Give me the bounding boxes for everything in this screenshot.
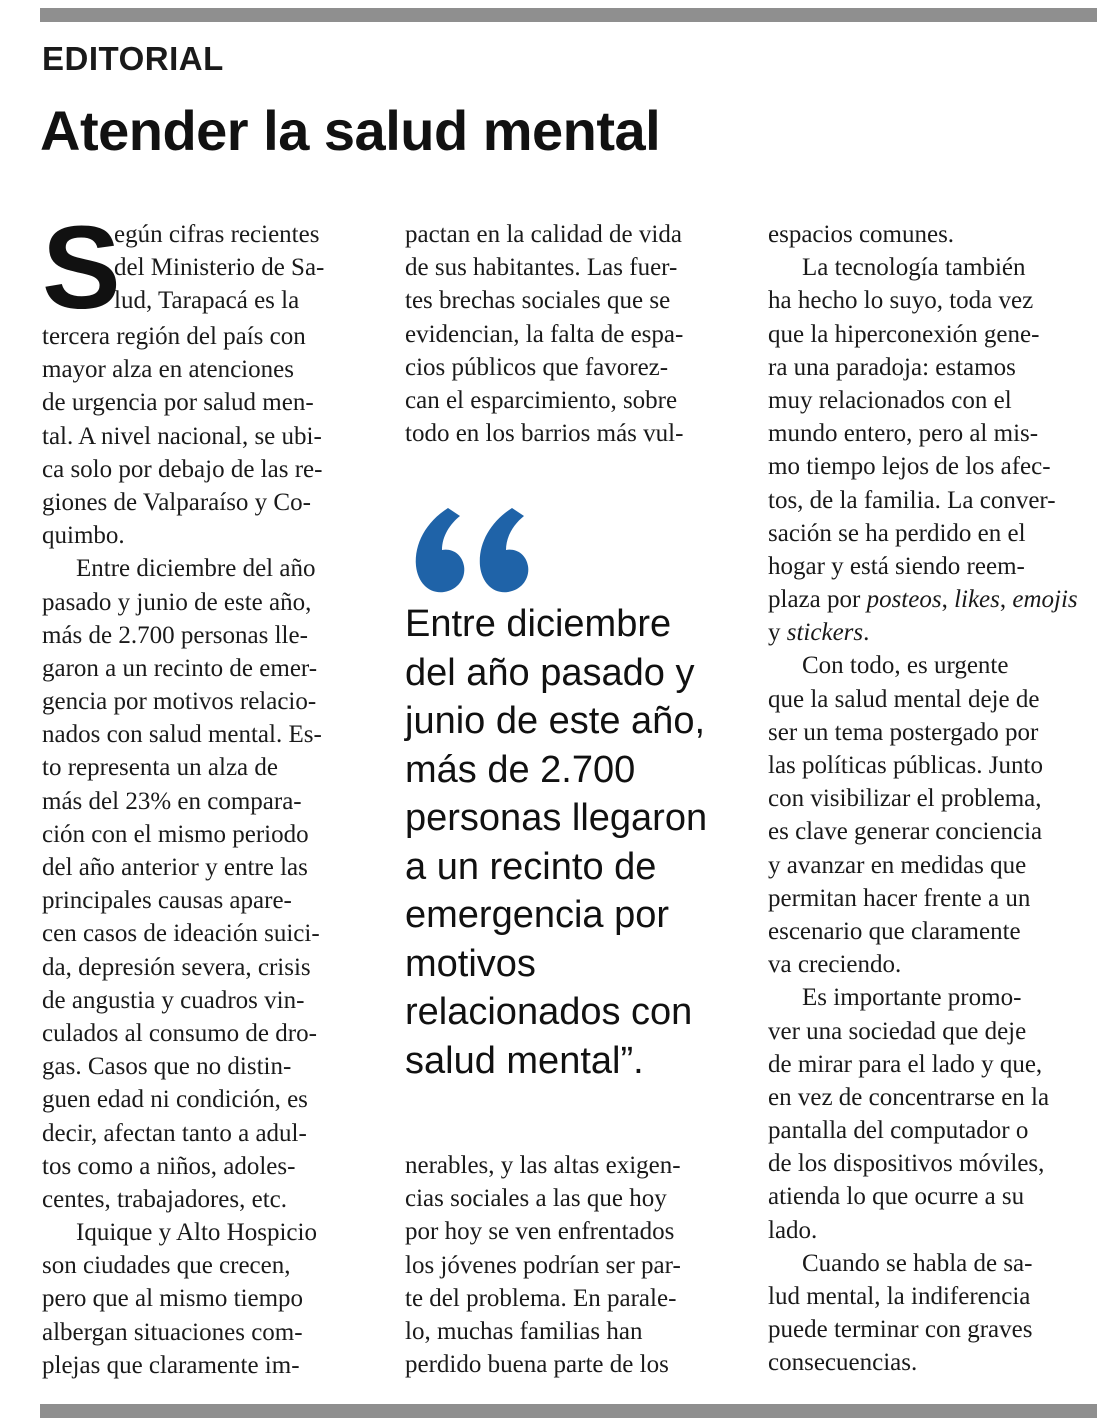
text-line: tal. A nivel nacional, se ubi- [42, 422, 322, 450]
text-line: Cuando se habla de sa- [802, 1249, 1033, 1277]
quote-mark-right [480, 508, 529, 592]
text-line: los jóvenes podrían ser par- [405, 1251, 681, 1279]
text-line: espacios comunes. [768, 221, 955, 248]
section-label: EDITORIAL [42, 40, 224, 77]
text-line: garon a un recinto de emer- [42, 654, 318, 682]
column-3 [768, 218, 1098, 1380]
text-line: nados con salud mental. Es- [42, 721, 322, 749]
text-line: de sus habitantes. Las fuer- [405, 254, 678, 282]
text-line: tos, de la familia. La conver- [768, 486, 1056, 514]
text-line: plejas que claramente im- [42, 1351, 300, 1379]
text-line: evidencian, la falta de espa- [405, 320, 684, 348]
text-line: consecuencias. [768, 1349, 918, 1377]
column-2-top [405, 218, 735, 450]
pull-quote-line: Entre diciembre [405, 603, 672, 645]
text-line: mayor alza en atenciones [42, 356, 294, 384]
pull-quote [405, 600, 735, 1085]
text-line: Con todo, es urgente [802, 652, 1009, 680]
quote-mark-icon [408, 500, 538, 600]
text-line: va creciendo. [768, 951, 902, 979]
text-line: del año anterior y entre las [42, 854, 308, 881]
text-line: cen casos de ideación suici- [42, 920, 320, 948]
pull-quote-line: junio de este año, [405, 700, 706, 742]
text-line: centes, trabajadores, etc. [42, 1185, 288, 1213]
text-line: ción con el mismo periodo [42, 820, 309, 848]
text-line: Iquique y Alto Hospicio [76, 1219, 317, 1247]
text-line: quimbo. [42, 522, 125, 550]
text-line: ha hecho lo suyo, toda vez [768, 287, 1034, 315]
text-line: que la hiperconexión gene- [768, 320, 1040, 348]
text-line: pactan en la calidad de vida [405, 221, 682, 248]
text-line: mundo entero, pero al mis- [768, 420, 1039, 448]
text-line: muy relacionados con el [768, 386, 1012, 414]
text-line: Es importante promo- [802, 984, 1022, 1012]
pull-quote-line: relacionados con [405, 991, 693, 1033]
text-line: gencia por motivos relacio- [42, 688, 317, 716]
text-line: can el esparcimiento, sobre [405, 386, 678, 414]
text-fragment: y [768, 619, 781, 647]
text-line: que la salud mental deje de [768, 685, 1040, 713]
italic-term: emojis [1012, 586, 1078, 614]
pull-quote-line: personas llegaron [405, 797, 708, 839]
text-line: ra una paradoja: estamos [768, 353, 1016, 381]
text-line: cias sociales a las que hoy [405, 1185, 667, 1213]
text-line: to representa un alza de [42, 754, 278, 782]
text-line: Entre diciembre del año [76, 555, 316, 583]
text-line: las políticas públicas. Junto [768, 752, 1043, 779]
quote-mark-left [416, 508, 465, 592]
text-line: te del problema. En parale- [405, 1284, 677, 1312]
text-line: egún cifras recientes [114, 221, 320, 248]
text-line: de angustia y cuadros vin- [42, 986, 305, 1014]
text-line: en vez de concentrarse en la [768, 1083, 1050, 1111]
text-line: giones de Valparaíso y Co- [42, 488, 311, 516]
text-line: hogar y está siendo reem- [768, 552, 1025, 580]
text-line: es clave generar conciencia [768, 818, 1043, 846]
text-line: por hoy se ven enfrentados [405, 1218, 675, 1246]
text-fragment: plaza por [768, 586, 861, 614]
text-line: guen edad ni condición, es [42, 1086, 308, 1114]
italic-term: likes [954, 586, 1000, 614]
text-line: permitan hacer frente a un [768, 884, 1031, 912]
text-line: lado. [768, 1216, 818, 1244]
pull-quote-line: motivos [405, 942, 536, 985]
text-line: da, depresión severa, crisis [42, 953, 311, 981]
drop-cap: S [42, 202, 121, 334]
text-line: sación se ha perdido en el [768, 519, 1026, 547]
bottom-rule [40, 1404, 1097, 1418]
text-line: pantalla del computador o [768, 1117, 1029, 1145]
text-line: pero que al mismo tiempo [42, 1285, 304, 1313]
text-line: de mirar para el lado y que, [768, 1050, 1043, 1078]
column-1 [42, 202, 368, 1382]
text-line-mixed: y stickers. [768, 619, 870, 647]
text-line: de los dispositivos móviles, [768, 1150, 1045, 1178]
text-line: son ciudades que crecen, [42, 1252, 291, 1280]
text-line: ver una sociedad que deje [768, 1017, 1027, 1045]
italic-term: posteos [866, 586, 942, 614]
text-line: todo en los barrios más vul- [405, 420, 684, 448]
headline: Atender la salud mental [40, 99, 661, 162]
text-line: ser un tema postergado por [768, 718, 1039, 746]
top-rule [40, 8, 1097, 22]
text-line: culados al consumo de dro- [42, 1019, 317, 1047]
text-line: gas. Casos que no distin- [42, 1053, 292, 1081]
text-line: pasado y junio de este año, [42, 588, 312, 616]
text-line: y avanzar en medidas que [768, 851, 1027, 879]
text-line: albergan situaciones com- [42, 1318, 303, 1346]
text-line-mixed: plaza por posteos, likes, emojis [768, 586, 1078, 614]
text-line: principales causas apare- [42, 887, 292, 915]
text-line: perdido buena parte de los [405, 1351, 669, 1379]
pull-quote-line: del año pasado y [405, 651, 695, 694]
text-line: de urgencia por salud men- [42, 389, 314, 417]
text-line: mo tiempo lejos de los afec- [768, 453, 1051, 481]
text-line: lud mental, la indiferencia [768, 1283, 1031, 1310]
text-line: lud, Tarapacá es la [114, 287, 300, 315]
text-line: nerables, y las altas exigen- [405, 1152, 681, 1179]
text-line: atienda lo que ocurre a su [768, 1183, 1025, 1211]
text-line: decir, afectan tanto a adul- [42, 1119, 307, 1147]
text-line: lo, muchas familias han [405, 1317, 643, 1345]
text-line: del Ministerio de Sa- [114, 254, 325, 282]
text-line: con visibilizar el problema, [768, 785, 1042, 813]
text-line: tes brechas sociales que se [405, 287, 671, 315]
text-line: puede terminar con graves [768, 1316, 1033, 1344]
italic-term: stickers [786, 619, 864, 647]
text-line: más del 23% en compara- [42, 787, 302, 815]
text-line: cios públicos que favorez- [405, 353, 669, 381]
column-2-bottom [405, 1149, 735, 1381]
text-line: tos como a niños, adoles- [42, 1152, 296, 1180]
pull-quote-line: más de 2.700 [405, 748, 636, 791]
pull-quote-line: a un recinto de [405, 845, 657, 888]
pull-quote-line: emergencia por [405, 894, 670, 936]
text-line: ca solo por debajo de las re- [42, 455, 323, 483]
pull-quote-line: salud mental”. [405, 1039, 644, 1082]
text-line: tercera región del país con [42, 323, 306, 350]
text-line: escenario que claramente [768, 917, 1021, 945]
text-line: más de 2.700 personas lle- [42, 621, 308, 649]
text-line: La tecnología también [802, 254, 1026, 282]
